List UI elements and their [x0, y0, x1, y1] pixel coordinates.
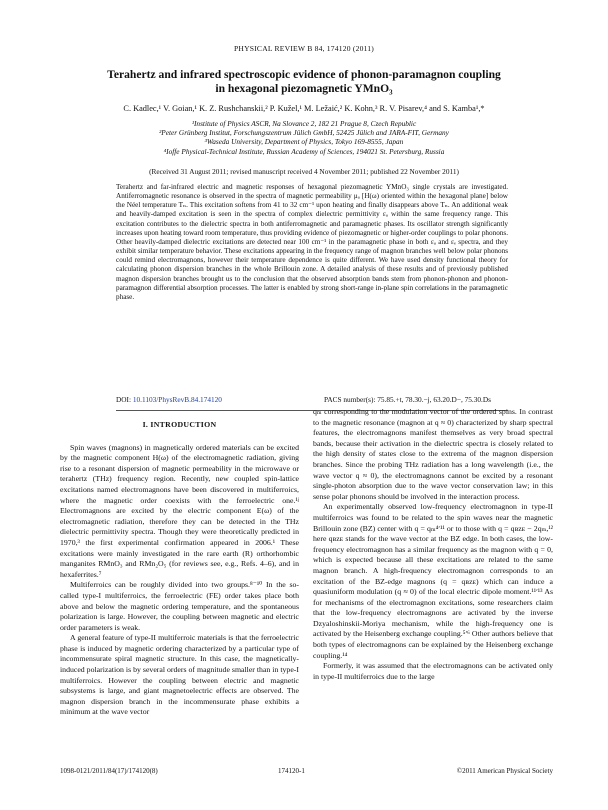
received-dates: (Received 31 August 2011; revised manuscript received 4 November 2011; published 22 November 2011) — [149, 167, 459, 176]
footer-issn: 1098-0121/2011/84(17)/174120(8) — [60, 767, 158, 775]
right-column — [313, 407, 553, 682]
left-paragraph-3: A general feature of type-II multiferroic materials is that the ferroelectric phase is induced by magnetic ordering characterized by a particular type of incommensurate spiral magnetic structure. In this case, the magnetically-induced polarization is by several orders of magnitude smaller than in type-I multiferroics. However the coupling between electric and magnetic subsystems is large, and giant magnetoelectric effects are observed. The magnon dispersion branch in the incommensurate phase exhibits a minimum at the wave vector — [60, 633, 299, 717]
affiliations — [40, 119, 568, 156]
journal-header: PHYSICAL REVIEW B 84, 174120 (2011) — [233, 44, 375, 53]
right-paragraph-1: qₘ corresponding to the modulation vector of the ordered spins. In contrast to the magnetic resonance (magnon at q ≈ 0) characterized by sharp spectral features, the electromagnons manifest themselves as very broad spectral bands, because their activation in the dielectric spectra is closely related to the high density of states close to the extrema of the magnon dispersion branches. Since the probing THz radiation has a long wavelength (i.e., the wave vector q ≈ 0), the electromagnons cannot be excited by a resonant single-photon absorption due to the wave vector conservation law; in this sense polar phonons should be involved in the interaction process. — [313, 407, 553, 501]
abstract: Terahertz and far-infrared electric and magnetic responses of hexagonal piezomagnetic YMnO₃ single crystals are investigated. Antiferromagnetic resonance is observed in the spectra of magnetic permeability μₐ [H(ω) oriented within the hexagonal plane] below the Néel temperature Tₙ. This excitation softens from 41 to 32 cm⁻¹ upon heating and finally disappears above Tₙ. An additional weak and heavily-damped excitation is seen in the spectra of complex dielectric permittivity εₐ within the same frequency range. This excitation contributes to the dielectric spectra in both antiferromagnetic and paramagnetic phases. Its oscillator strength significantly increases upon heating toward room temperature, thus providing evidence of piezomagnetic or higher-order couplings to polar phonons. Other heavily-damped dielectric excitations are detected near 100 cm⁻¹ in the paramagnetic phase in both εₐ and εₑ spectra, and they exhibit similar temperature behavior. These excitations appearing in the frequency range of magnon branches well below polar phonons could remind electromagnons, however their temperature dependence is quite different. We have used density functional theory for calculating phonon dispersion branches in the whole Brillouin zone. A detailed analysis of these results and of previously published magnon dispersion branches brought us to the conclusion that the observed absorption bands stem from phonon-phonon and phonon-paramagnon differential absorption processes. The latter is enabled by strong short-range in-plane spin correlations in the paramagnetic phase. — [116, 183, 508, 301]
title-line-1: Terahertz and infrared spectroscopic evidence of phonon-paramagnon coupling — [107, 68, 501, 81]
pacs-numbers: PACS number(s): 75.85.+t, 78.30.−j, 63.20.D−, 75.30.Ds — [324, 395, 491, 404]
affiliation-2: ²Peter Grünberg Institut, Forschungszentrum Jülich GmbH, 52425 Jülich and JARA-FIT, Germany — [159, 128, 449, 138]
left-paragraph-1: Spin waves (magnons) in magnetically ordered materials can be excited by the magnetic component H(ω) of the electromagnetic radiation, giving rise to a resonant dispersion of magnetic permeability in the microwave or terahertz (THz) frequency region. Recently, new coupled spin-lattice excitations named electromagnons have been discovered in multiferroics, where the magnetic order coexists with the ferroelectric one.¹ʲ Electromagnons are excited by the electric component E(ω) of the electromagnetic radiation, therefore they can be detected in the THz dielectric permittivity spectra. Though they were theoretically predicted in 1970,³ the first experimental confirmation appeared in 2006.¹ These excitations were mainly investigated in the rare earth (R) orthorhombic manganites RMnO₃ and RMn₂O₅ (for reviews see, e.g., Refs. 4–6), and in hexaferrites.⁷ — [60, 442, 299, 579]
affiliation-3: ³Waseda University, Department of Physics, Tokyo 169-8555, Japan — [204, 137, 404, 147]
right-paragraph-3: Formerly, it was assumed that the electromagnons can be activated only in type-II multiferroics due to the large — [313, 661, 553, 681]
doi — [116, 395, 222, 404]
doi-prefix: DOI: — [116, 395, 131, 404]
author-list: C. Kadlec,¹ V. Goian,¹ K. Z. Rushchanskii,² P. Kužel,¹ M. Ležaić,² K. Kohn,³ R. V. Pisarev,⁴ and S. Kamba¹,* — [123, 104, 485, 113]
right-paragraph-2: An experimentally observed low-frequency electromagnon in type-II multiferroics was found to be related to the spin waves near the magnetic Brillouin zone (BZ) center with q = qₘ⁴ʹ¹¹ or to those with q = qʙᴢᴇ − 2qₘ,¹² here qʙᴢᴇ stands for the wave vector at the BZ edge. In both cases, the low-frequency electromagnon has a similar frequency as the magnon with q = 0, which is expected because all these excitations are related to the same magnon branch. A high-frequency electromagnon corresponds to an excitation of the BZ-edge magnons (q = qʙᴢᴇ) which can induce a quasiuniform modulation (q ≈ 0) of the local electric dipole moment.¹¹ʹ¹³ As for mechanisms of the electromagnon excitations, some researchers claim that the low-frequency electromagnons are activated by the inverse Dzyaloshinskii-Moriya mechanism, while the high-frequency one is activated by the Heisenberg exchange coupling.⁵ʹ⁶ Other authors believe that both types of electromagnons can be explained by the Heisenberg exchange coupling.¹⁴ — [313, 502, 553, 660]
paper-title — [60, 68, 548, 96]
footer-copyright: ©2011 American Physical Society — [456, 767, 553, 775]
section-heading: I. INTRODUCTION — [142, 420, 217, 429]
footer-page-number: 174120-1 — [278, 767, 305, 775]
affiliation-1: ¹Institute of Physics ASCR, Na Slovance 2, 182 21 Prague 8, Czech Republic — [191, 119, 417, 128]
affiliation-4: ⁴Ioffe Physical-Technical Institute, Russian Academy of Sciences, 194021 St. Petersburg, Russia — [163, 146, 445, 156]
title-line-2: in hexagonal piezomagnetic YMnO₃ — [215, 82, 393, 95]
left-column — [60, 420, 299, 718]
doi-link[interactable]: 10.1103/PhysRevB.84.174120 — [132, 395, 222, 404]
left-paragraph-2: Multiferroics can be roughly divided into two groups.⁸⁻¹⁰ In the so-called type-I multiferroics, the ferroelectric (FE) order takes place both above and below the magnetic ordering temperature, and the spontaneous polarization is large. However, the coupling between magnetic and electric order parameters is weak. — [60, 580, 299, 632]
